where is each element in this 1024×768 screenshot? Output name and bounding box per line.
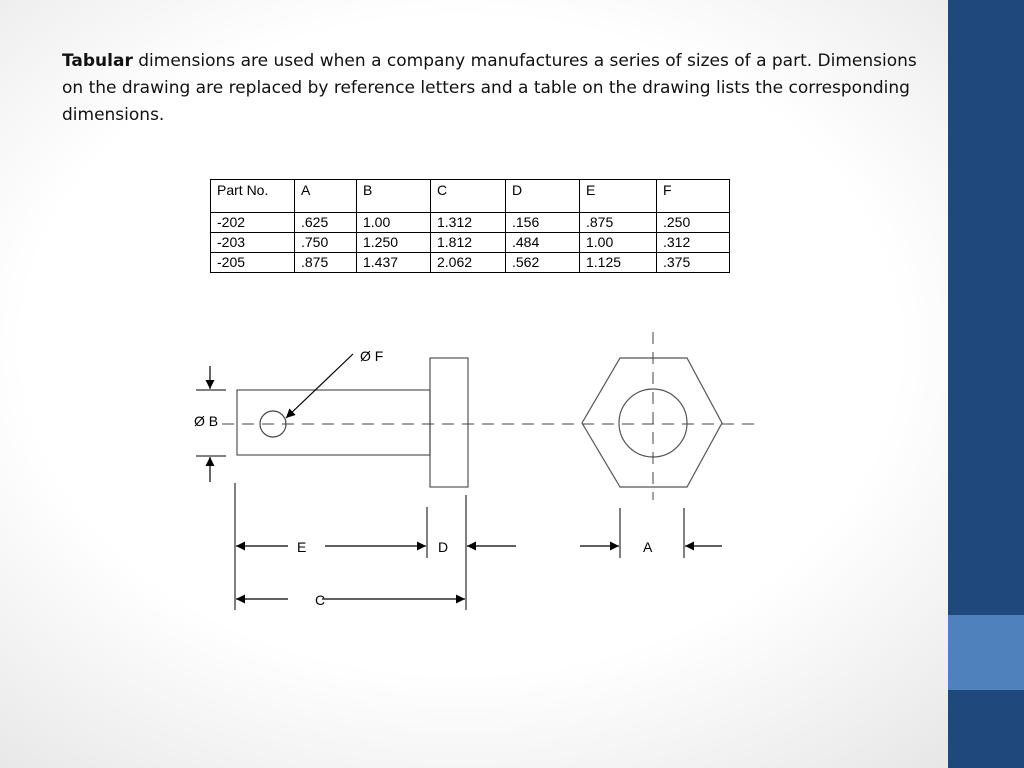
table-header-cell: A	[295, 180, 357, 213]
a-label: A	[643, 539, 653, 555]
table-cell: -203	[211, 233, 295, 253]
diameter-f-label: Ø F	[360, 348, 384, 364]
head-outline	[430, 358, 468, 487]
d-label: D	[438, 539, 449, 555]
table-cell: .875	[580, 213, 657, 233]
side-bar-accent	[948, 615, 1024, 690]
table-cell: -202	[211, 213, 295, 233]
table-cell: 1.125	[580, 253, 657, 273]
table-header-cell: C	[431, 180, 506, 213]
table-cell: .562	[506, 253, 580, 273]
table-cell: 1.437	[357, 253, 431, 273]
table-header-cell: B	[357, 180, 431, 213]
intro-text: dimensions are used when a company manufactures a series of sizes of a part. Dimensions on the drawing are replaced by reference letters and a table on the drawing lists the corresponding dimensions.	[62, 51, 917, 125]
table-cell: .875	[295, 253, 357, 273]
table-cell: .484	[506, 233, 580, 253]
table-header-cell: D	[506, 180, 580, 213]
table-cell: .750	[295, 233, 357, 253]
hex-outline	[582, 358, 722, 487]
intro-bold-term: Tabular	[62, 51, 133, 71]
table-cell: 2.062	[431, 253, 506, 273]
table-cell: .250	[657, 213, 730, 233]
c-label: C	[315, 592, 326, 608]
table-cell: .625	[295, 213, 357, 233]
table-cell: 1.312	[431, 213, 506, 233]
table-cell: -205	[211, 253, 295, 273]
hole-leader-arrow	[286, 354, 353, 418]
table-cell: 1.250	[357, 233, 431, 253]
table-header-cell: Part No.	[211, 180, 295, 213]
table-header-cell: F	[657, 180, 730, 213]
e-label: E	[297, 539, 307, 555]
table-cell: 1.00	[580, 233, 657, 253]
table-cell: .312	[657, 233, 730, 253]
table-header-cell: E	[580, 180, 657, 213]
table-cell: .375	[657, 253, 730, 273]
table-cell: 1.812	[431, 233, 506, 253]
table-cell: .156	[506, 213, 580, 233]
table-cell: 1.00	[357, 213, 431, 233]
diameter-b-label: Ø B	[194, 413, 219, 429]
shaft-outline	[237, 390, 430, 455]
